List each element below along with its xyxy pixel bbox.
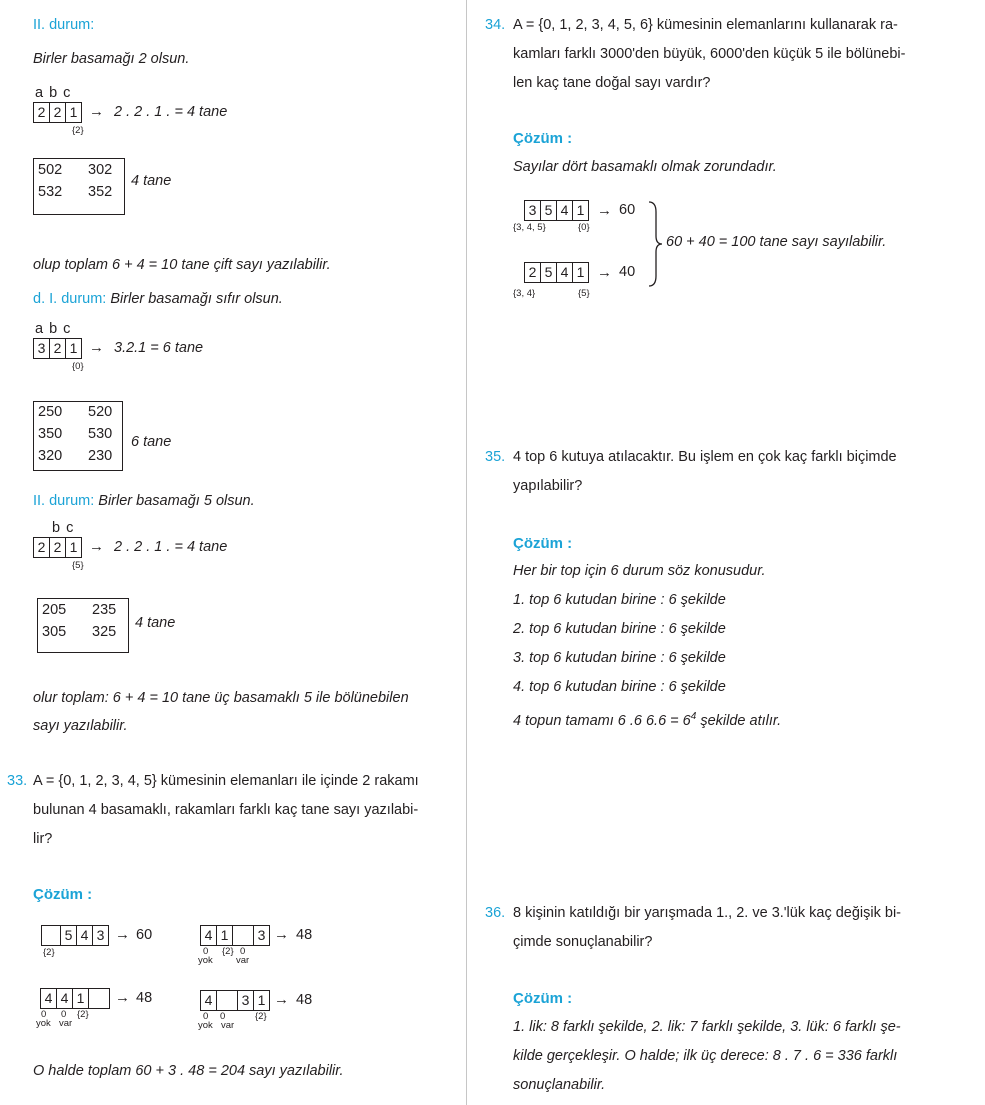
digit-cell: 3 — [257, 927, 266, 943]
digit-cells — [33, 338, 82, 359]
digit-subscript: 0 — [220, 1011, 226, 1022]
question-line: 4 top 6 kutuya atılacaktır. Bu işlem en çok kaç farklı biçimde — [513, 449, 897, 465]
digit-note: yok — [198, 1020, 213, 1031]
solution-heading: Çözüm : — [513, 130, 573, 147]
digit-letters: b c — [52, 520, 75, 536]
digit-cell: 3 — [525, 201, 541, 220]
digit-subscript: 0 — [61, 1009, 67, 1020]
digit-subscript: {0} — [578, 222, 590, 233]
number-cell: 352 — [88, 184, 113, 200]
solution-line: sonuçlanabilir. — [513, 1077, 606, 1093]
sum-text: olup toplam 6 + 4 = 10 tane çift sayı yazılabilir. — [33, 257, 331, 273]
digit-cell: 1 — [69, 340, 78, 356]
calculation: 2 . 2 . 1 . = 4 tane — [114, 539, 228, 555]
digit-cell — [42, 926, 60, 945]
digit-cell: 4 — [201, 991, 217, 1010]
solution-heading: Çözüm : — [513, 535, 573, 552]
arrow-icon: → — [274, 926, 289, 943]
digit-cell: 2 — [50, 339, 66, 358]
digit-cell: 1 — [257, 992, 266, 1008]
digit-cells — [41, 925, 109, 946]
arrow-icon: → — [89, 339, 104, 356]
column-divider — [466, 0, 467, 1105]
digit-subscript: 0 — [240, 946, 246, 957]
final-text: 4 topun tamamı 6 .6 6.6 = 6 — [513, 712, 691, 729]
arrow-icon: → — [115, 926, 130, 943]
exponent: 4 — [690, 711, 697, 722]
question-line: lir? — [33, 831, 53, 847]
digit-cell: 2 — [50, 103, 66, 122]
solution-line: 1. top 6 kutudan birine : 6 şekilde — [513, 592, 726, 608]
digit-cell — [89, 989, 109, 1008]
final-text: şekilde atılır. — [696, 712, 782, 729]
digit-cell: 1 — [217, 926, 233, 945]
number-cell: 350 — [38, 426, 63, 442]
result-value: 48 — [136, 990, 153, 1006]
digit-subscript: {2} — [72, 125, 84, 136]
solution-line: Her bir top için 6 durum söz konusudur. — [513, 563, 766, 579]
calculation: 2 . 2 . 1 . = 4 tane — [114, 104, 228, 120]
question-number: 36. — [485, 905, 506, 921]
digit-subscript: 0 — [41, 1009, 47, 1020]
arrow-icon: → — [597, 264, 612, 281]
digit-subscript: {2} — [222, 946, 234, 957]
digit-cell: 2 — [34, 103, 50, 122]
digit-cell: 4 — [557, 263, 573, 282]
digit-subscript: {5} — [578, 288, 590, 299]
solution-heading: Çözüm : — [33, 886, 93, 903]
sum-text: olur toplam: 6 + 4 = 10 tane üç basamaklı 5 ile bölünebilen — [33, 690, 409, 706]
number-cell: 320 — [38, 448, 63, 464]
digit-cells — [200, 925, 270, 946]
total-text: 60 + 40 = 100 tane sayı sayılabilir. — [666, 234, 887, 250]
box-label: 4 tane — [135, 615, 176, 631]
solution-line: 3. top 6 kutudan birine : 6 şekilde — [513, 650, 726, 666]
result-value: 60 — [619, 202, 636, 218]
digit-note: yok — [36, 1018, 51, 1029]
digit-subscript: {5} — [72, 560, 84, 571]
total-text: O halde toplam 60 + 3 . 48 = 204 sayı yazılabilir. — [33, 1063, 344, 1079]
digit-note: yok — [198, 955, 213, 966]
solution-lines — [513, 557, 781, 736]
arrow-icon: → — [597, 202, 612, 219]
digit-cell: 4 — [77, 926, 93, 945]
question-number: 33. — [7, 773, 28, 789]
result-value: 40 — [619, 264, 636, 280]
digit-cell: 1 — [69, 104, 78, 120]
number-cell: 235 — [92, 602, 117, 618]
digit-cell: 5 — [541, 201, 557, 220]
digit-cell: 4 — [557, 201, 573, 220]
question-text — [513, 443, 897, 501]
solution-line: 2. top 6 kutudan birine : 6 şekilde — [513, 621, 726, 637]
number-cell: 325 — [92, 624, 117, 640]
question-number: 34. — [485, 17, 506, 33]
digit-cell — [233, 926, 254, 945]
solution-line: kilde gerçekleşir. O halde; ilk üç derece: 8 . 7 . 6 = 336 farklı — [513, 1048, 898, 1064]
result-value: 48 — [296, 992, 313, 1008]
question-text — [513, 899, 901, 957]
number-cell: 520 — [88, 404, 113, 420]
number-cell: 530 — [88, 426, 113, 442]
question-line: kamları farklı 3000'den büyük, 6000'den küçük 5 ile bölünebi- — [513, 46, 906, 62]
case-text: Birler basamağı 5 olsun. — [98, 493, 255, 509]
digit-cell: 2 — [50, 538, 66, 557]
digit-cell: 2 — [34, 538, 50, 557]
question-line: A = {0, 1, 2, 3, 4, 5, 6} kümesinin elemanlarını kullanarak ra- — [513, 17, 898, 33]
digit-subscript: {2} — [43, 947, 55, 958]
question-line: bulunan 4 basamaklı, rakamları farklı kaç tane sayı yazılabi- — [33, 802, 419, 818]
solution-line — [513, 702, 781, 736]
solution-line: 4. top 6 kutudan birine : 6 şekilde — [513, 679, 726, 695]
digit-cells — [33, 102, 82, 123]
digit-cell: 5 — [60, 926, 77, 945]
digit-cells — [33, 537, 82, 558]
number-cell: 205 — [42, 602, 67, 618]
case-intro: Birler basamağı 2 olsun. — [33, 51, 190, 67]
arrow-icon: → — [274, 991, 289, 1008]
question-line: yapılabilir? — [513, 478, 583, 494]
digit-subscript: {2} — [255, 1011, 267, 1022]
digit-subscript: {2} — [77, 1009, 89, 1020]
solution-text: Sayılar dört basamaklı olmak zorundadır. — [513, 159, 777, 175]
digit-subscript: {0} — [72, 361, 84, 372]
digit-note: var — [236, 955, 250, 966]
digit-subscript: {3, 4} — [513, 288, 536, 299]
number-cell: 305 — [42, 624, 67, 640]
question-line: çimde sonuçlanabilir? — [513, 934, 653, 950]
question-text — [33, 767, 419, 854]
result-value: 48 — [296, 927, 313, 943]
question-text — [513, 11, 905, 98]
number-cell: 302 — [88, 162, 113, 178]
digit-cell: 1 — [576, 264, 585, 280]
digit-subscript: {3, 4, 5} — [513, 222, 546, 233]
digit-cell: 4 — [201, 926, 217, 945]
digit-cells — [200, 990, 270, 1011]
digit-cell: 3 — [34, 339, 50, 358]
digit-cell — [217, 991, 238, 1010]
digit-subscript: 0 — [203, 1011, 209, 1022]
digit-cell: 1 — [576, 202, 585, 218]
digit-cell: 2 — [525, 263, 541, 282]
solution-lines — [513, 1013, 901, 1100]
digit-cells — [524, 262, 589, 283]
result-value: 60 — [136, 927, 153, 943]
calculation: 3.2.1 = 6 tane — [114, 340, 204, 356]
case-heading: II. durum: — [33, 17, 95, 33]
digit-cells — [40, 988, 110, 1009]
number-cell: 230 — [88, 448, 113, 464]
digit-subscript: 0 — [203, 946, 209, 957]
digit-cell: 5 — [541, 263, 557, 282]
solution-heading: Çözüm : — [513, 990, 573, 1007]
digit-letters: a b c — [35, 85, 72, 101]
digit-note: var — [59, 1018, 73, 1029]
arrow-icon: → — [89, 538, 104, 555]
sum-text: sayı yazılabilir. — [33, 718, 128, 734]
box-label: 4 tane — [131, 173, 172, 189]
digit-letters: a b c — [35, 321, 72, 337]
solution-line: 1. lik: 8 farklı şekilde, 2. lik: 7 farklı şekilde, 3. lük: 6 farklı şe- — [513, 1019, 901, 1035]
brace-icon — [647, 200, 665, 288]
digit-cell: 3 — [96, 927, 105, 943]
digit-cell: 3 — [238, 991, 254, 1010]
question-line: A = {0, 1, 2, 3, 4, 5} kümesinin elemanları ile içinde 2 rakamı — [33, 773, 419, 789]
arrow-icon: → — [115, 989, 130, 1006]
digit-cells — [524, 200, 589, 221]
number-cell: 532 — [38, 184, 63, 200]
question-number: 35. — [485, 449, 506, 465]
digit-note: var — [221, 1020, 235, 1031]
arrow-icon: → — [89, 103, 104, 120]
case-text: Birler basamağı sıfır olsun. — [110, 291, 283, 307]
digit-cell: 4 — [57, 989, 73, 1008]
question-line: 8 kişinin katıldığı bir yarışmada 1., 2. ve 3.'lük kaç değişik bi- — [513, 905, 901, 921]
case-heading: d. I. durum: — [33, 291, 107, 307]
case-heading: II. durum: — [33, 493, 95, 509]
number-cell: 250 — [38, 404, 63, 420]
box-label: 6 tane — [131, 434, 172, 450]
digit-cell: 4 — [41, 989, 57, 1008]
digit-cell: 1 — [73, 989, 89, 1008]
question-line: len kaç tane doğal sayı vardır? — [513, 75, 711, 91]
digit-cell: 1 — [69, 539, 78, 555]
number-cell: 502 — [38, 162, 63, 178]
